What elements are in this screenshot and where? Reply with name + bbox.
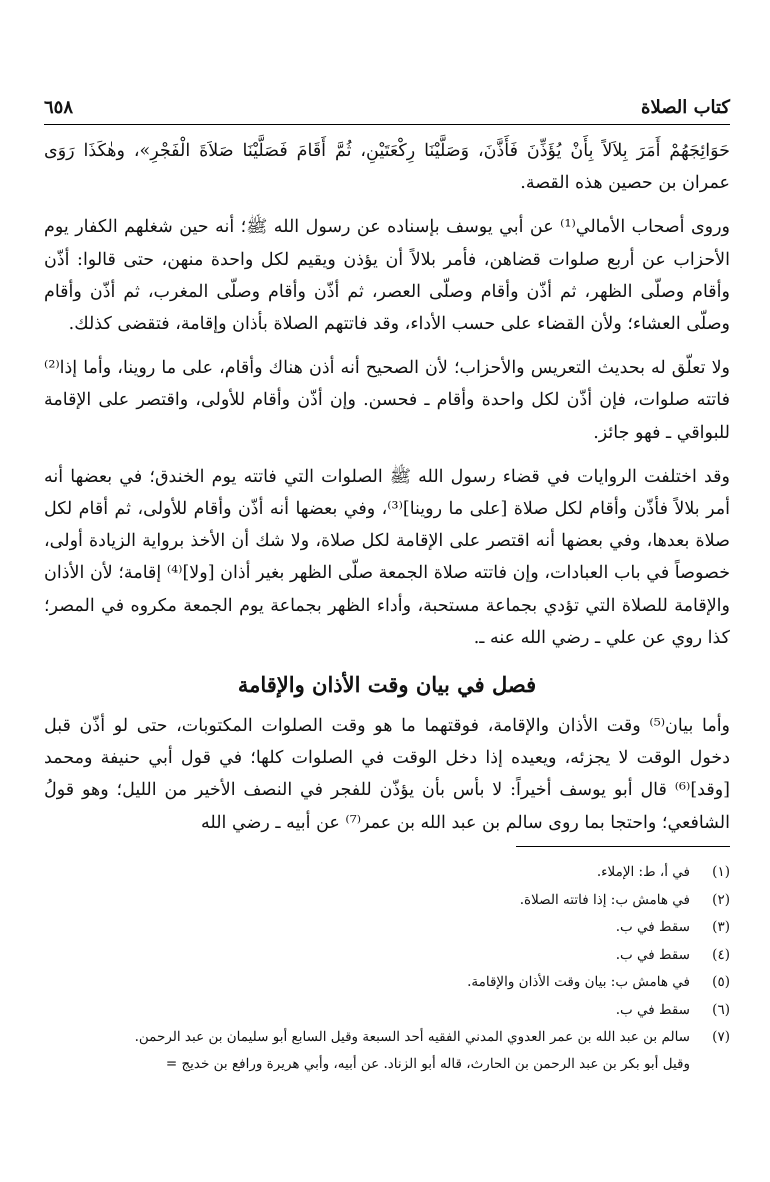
paragraph: حَوَائِجَهُمْ أَمَرَ بِلاَلاً بِأَنْ يُؤَذِّنَ فَأَذَّنَ، وَصَلَّيْنَا رِكْعَتَيْنِ، ثُمَّ أَقَامَ فَصَلَّيْنَا صَلاَةَ الْفَجْرِ»، وهٰكَذَا رَوَى عمران بن حصين هذه القصة. (44, 141, 730, 194)
paragraph: وأما بيان⁽⁵⁾ وقت الأذان والإقامة، فوقتهما ما هو وقت الصلوات المكتوبات، حتى لو أذّن قبل دخول الوقت لا يجزئه، ويعيده إذا دخل الوقت في الصلوات كلها؛ في قول أبي حنيفة ومحمد [وقد]⁽⁶⁾ قال أبو يوسف أخيراً: لا بأس بأن يؤذّن للفجر في النصف الأخير من الليل؛ وهو قولُ الشافعي؛ واحتجا بما روى سالم بن عبد الله بن عمر⁽⁷⁾ عن أبيه ـ رضي الله (44, 716, 731, 833)
footnote-text: سقط في ب. (615, 1001, 690, 1018)
footnote-number: (١) (712, 864, 730, 880)
footnote-text: سالم بن عبد الله بن عمر العدوي المدني الفقيه أحد السبعة وقيل السابع أبو سليمان بن عبد الرحمن. (134, 1029, 690, 1045)
main-text (44, 135, 730, 839)
footnote-text: سقط في ب. (615, 919, 690, 935)
footnote-number: (٣) (712, 919, 730, 935)
page-number: ٦٥٨ (44, 97, 74, 118)
footnotes (44, 846, 730, 1076)
footnote-number: (٥) (712, 974, 730, 990)
footnote (44, 1024, 730, 1052)
paragraph: وروى أصحاب الأمالي⁽¹⁾ عن أبي يوسف بإسناده عن رسول الله ﷺ؛ أنه حين شغلهم الكفار يوم الأحزاب عن أربع صلوات قضاهن، فأمر بلالاً أن يؤذن ويقيم لكل واحدة منهن، حتى قالوا: أذّن وأقام وصلّى الظهر، ثم أذّن وأقام وصلّى العصر، ثم أذّن وأقام وصلّى المغرب، ثم أذّن وأقام وصلّى العشاء؛ ولأن القضاء على حسب الأداء، وقد فاتتهم الصلاة بأذان وإقامة، فتقضى كذلك. (44, 217, 731, 335)
footnote (44, 914, 730, 942)
paragraph: وقد اختلفت الروايات في قضاء رسول الله ﷺ الصلوات التي فاتته يوم الخندق؛ في بعضها أنه أمر بلالاً فأذّن وأقام لكل صلاة [على ما روينا]⁽³⁾، وفي بعضها أنه أذّن وأقام للأولى، ثم أقام لكل صلاة بعدها، وفي بعضها أنه اقتصر على الإقامة لكل صلاة، ولا شك أن الأخذ برواية الزيادة أولى، خصوصاً في باب العبادات، وإن فاتته صلاة الجمعة صلّى الظهر بغير أذان [ولا]⁽⁴⁾ إقامة؛ لأن الأذان والإقامة للصلاة التي تؤدي بجماعة مستحبة، وأداء الظهر بجماعة يوم الجمعة مكروه في المصر؛ كذا روي عن علي ـ رضي الله عنه ـ. (44, 466, 731, 648)
paragraph: ولا تعلّق له بحديث التعريس والأحزاب؛ لأن الصحيح أنه أذن هناك وأقام، على ما روينا، وأما إذا⁽²⁾ فاتته صلوات، فإن أذّن لكل واحدة وأقام ـ فحسن. وإن أذّن وأقام للأولى، واقتصر على الإقامة للبواقي ـ فهو جائز. (44, 358, 730, 443)
footnote-text: في هامش ب: بيان وقت الأذان والإقامة. (467, 974, 690, 990)
footnote-number: (٧) (712, 1029, 730, 1045)
section-heading: فصل في بيان وقت الأذان والإقامة (237, 672, 537, 698)
footnote-divider (516, 846, 730, 847)
footnote-continuation: وقيل أبو بكر بن عبد الرحمن بن الحارث، قاله أبو الزناد. عن أبيه، وأبي هريرة ورافع بن خديج = (165, 1055, 690, 1072)
footnote-text: سقط في ب. (615, 946, 690, 963)
footnote-number: (٦) (712, 1001, 730, 1018)
footnote (44, 969, 730, 997)
page (44, 96, 730, 839)
footnote-text: في هامش ب: إذا فاتته الصلاة. (519, 891, 690, 908)
footnote-text: في أ، ط: الإملاء. (596, 864, 690, 880)
footnote (44, 942, 730, 970)
book-title: كتاب الصلاة (641, 97, 730, 118)
running-header (44, 96, 730, 125)
footnote (44, 859, 730, 887)
footnote-list (44, 859, 730, 1052)
footnote-number: (٤) (712, 946, 730, 963)
footnote (44, 887, 730, 915)
footnote (44, 997, 730, 1025)
footnote-number: (٢) (712, 891, 730, 908)
